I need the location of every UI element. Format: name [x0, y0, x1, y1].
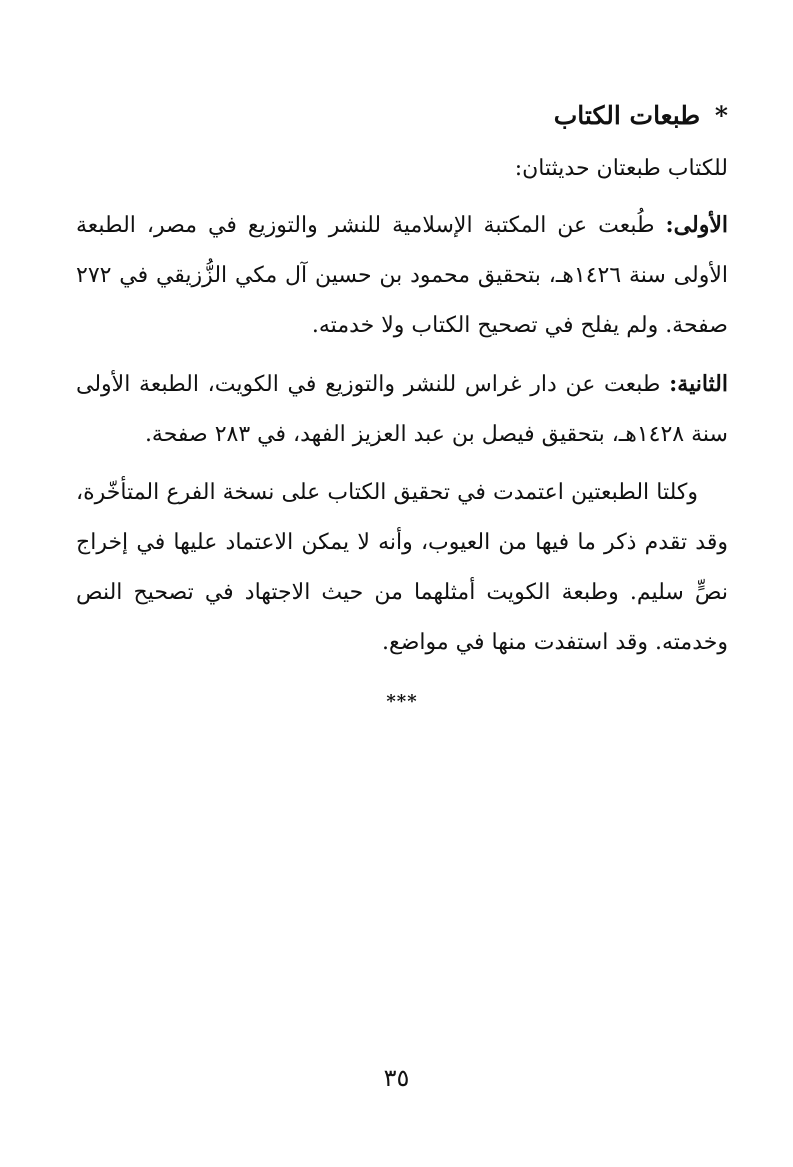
page-content — [76, 88, 728, 722]
second-edition-text: طبعت عن دار غراس للنشر والتوزيع في الكويت، الطبعة الأولى سنة ١٤٢٨هـ، بتحقيق فيصل بن عبد العزيز الفهد، في ٢٨٣ صفحة. — [76, 372, 728, 447]
intro-line: للكتاب طبعتان حديثتان: — [514, 156, 728, 181]
first-edition-text: طُبعت عن المكتبة الإسلامية للنشر والتوزيع في مصر، الطبعة الأولى سنة ١٤٢٦هـ، بتحقيق محمود بن حسين آل مكي الزُّزيقي في ٢٧٢ صفحة. ولم يفلح في تصحيح الكتاب ولا خدمته. — [76, 213, 728, 338]
section-separator: *** — [386, 691, 418, 712]
heading-title: طبعات الكتاب — [553, 101, 701, 130]
section-heading — [76, 88, 728, 144]
second-edition-label: الثانية: — [669, 371, 728, 397]
paragraph-second-edition — [76, 359, 728, 460]
paragraph-comparison: وكلتا الطبعتين اعتمدت في تحقيق الكتاب على نسخة الفرع المتأخّرة، وقد تقدم ذكر ما فيها من العيوب، وأنه لا يمكن الاعتماد عليها في إخراج نصٍّ سليم. وطبعة الكويت أمثلهما من حيث الاجتهاد في تصحيح النص وخدمته. وقد استفدت منها في مواضع. — [76, 480, 728, 655]
first-edition-label: الأولى: — [665, 212, 728, 238]
heading-star: * — [714, 101, 728, 130]
paragraph-first-edition — [76, 200, 728, 351]
page-number: ٣٥ — [383, 1064, 410, 1092]
